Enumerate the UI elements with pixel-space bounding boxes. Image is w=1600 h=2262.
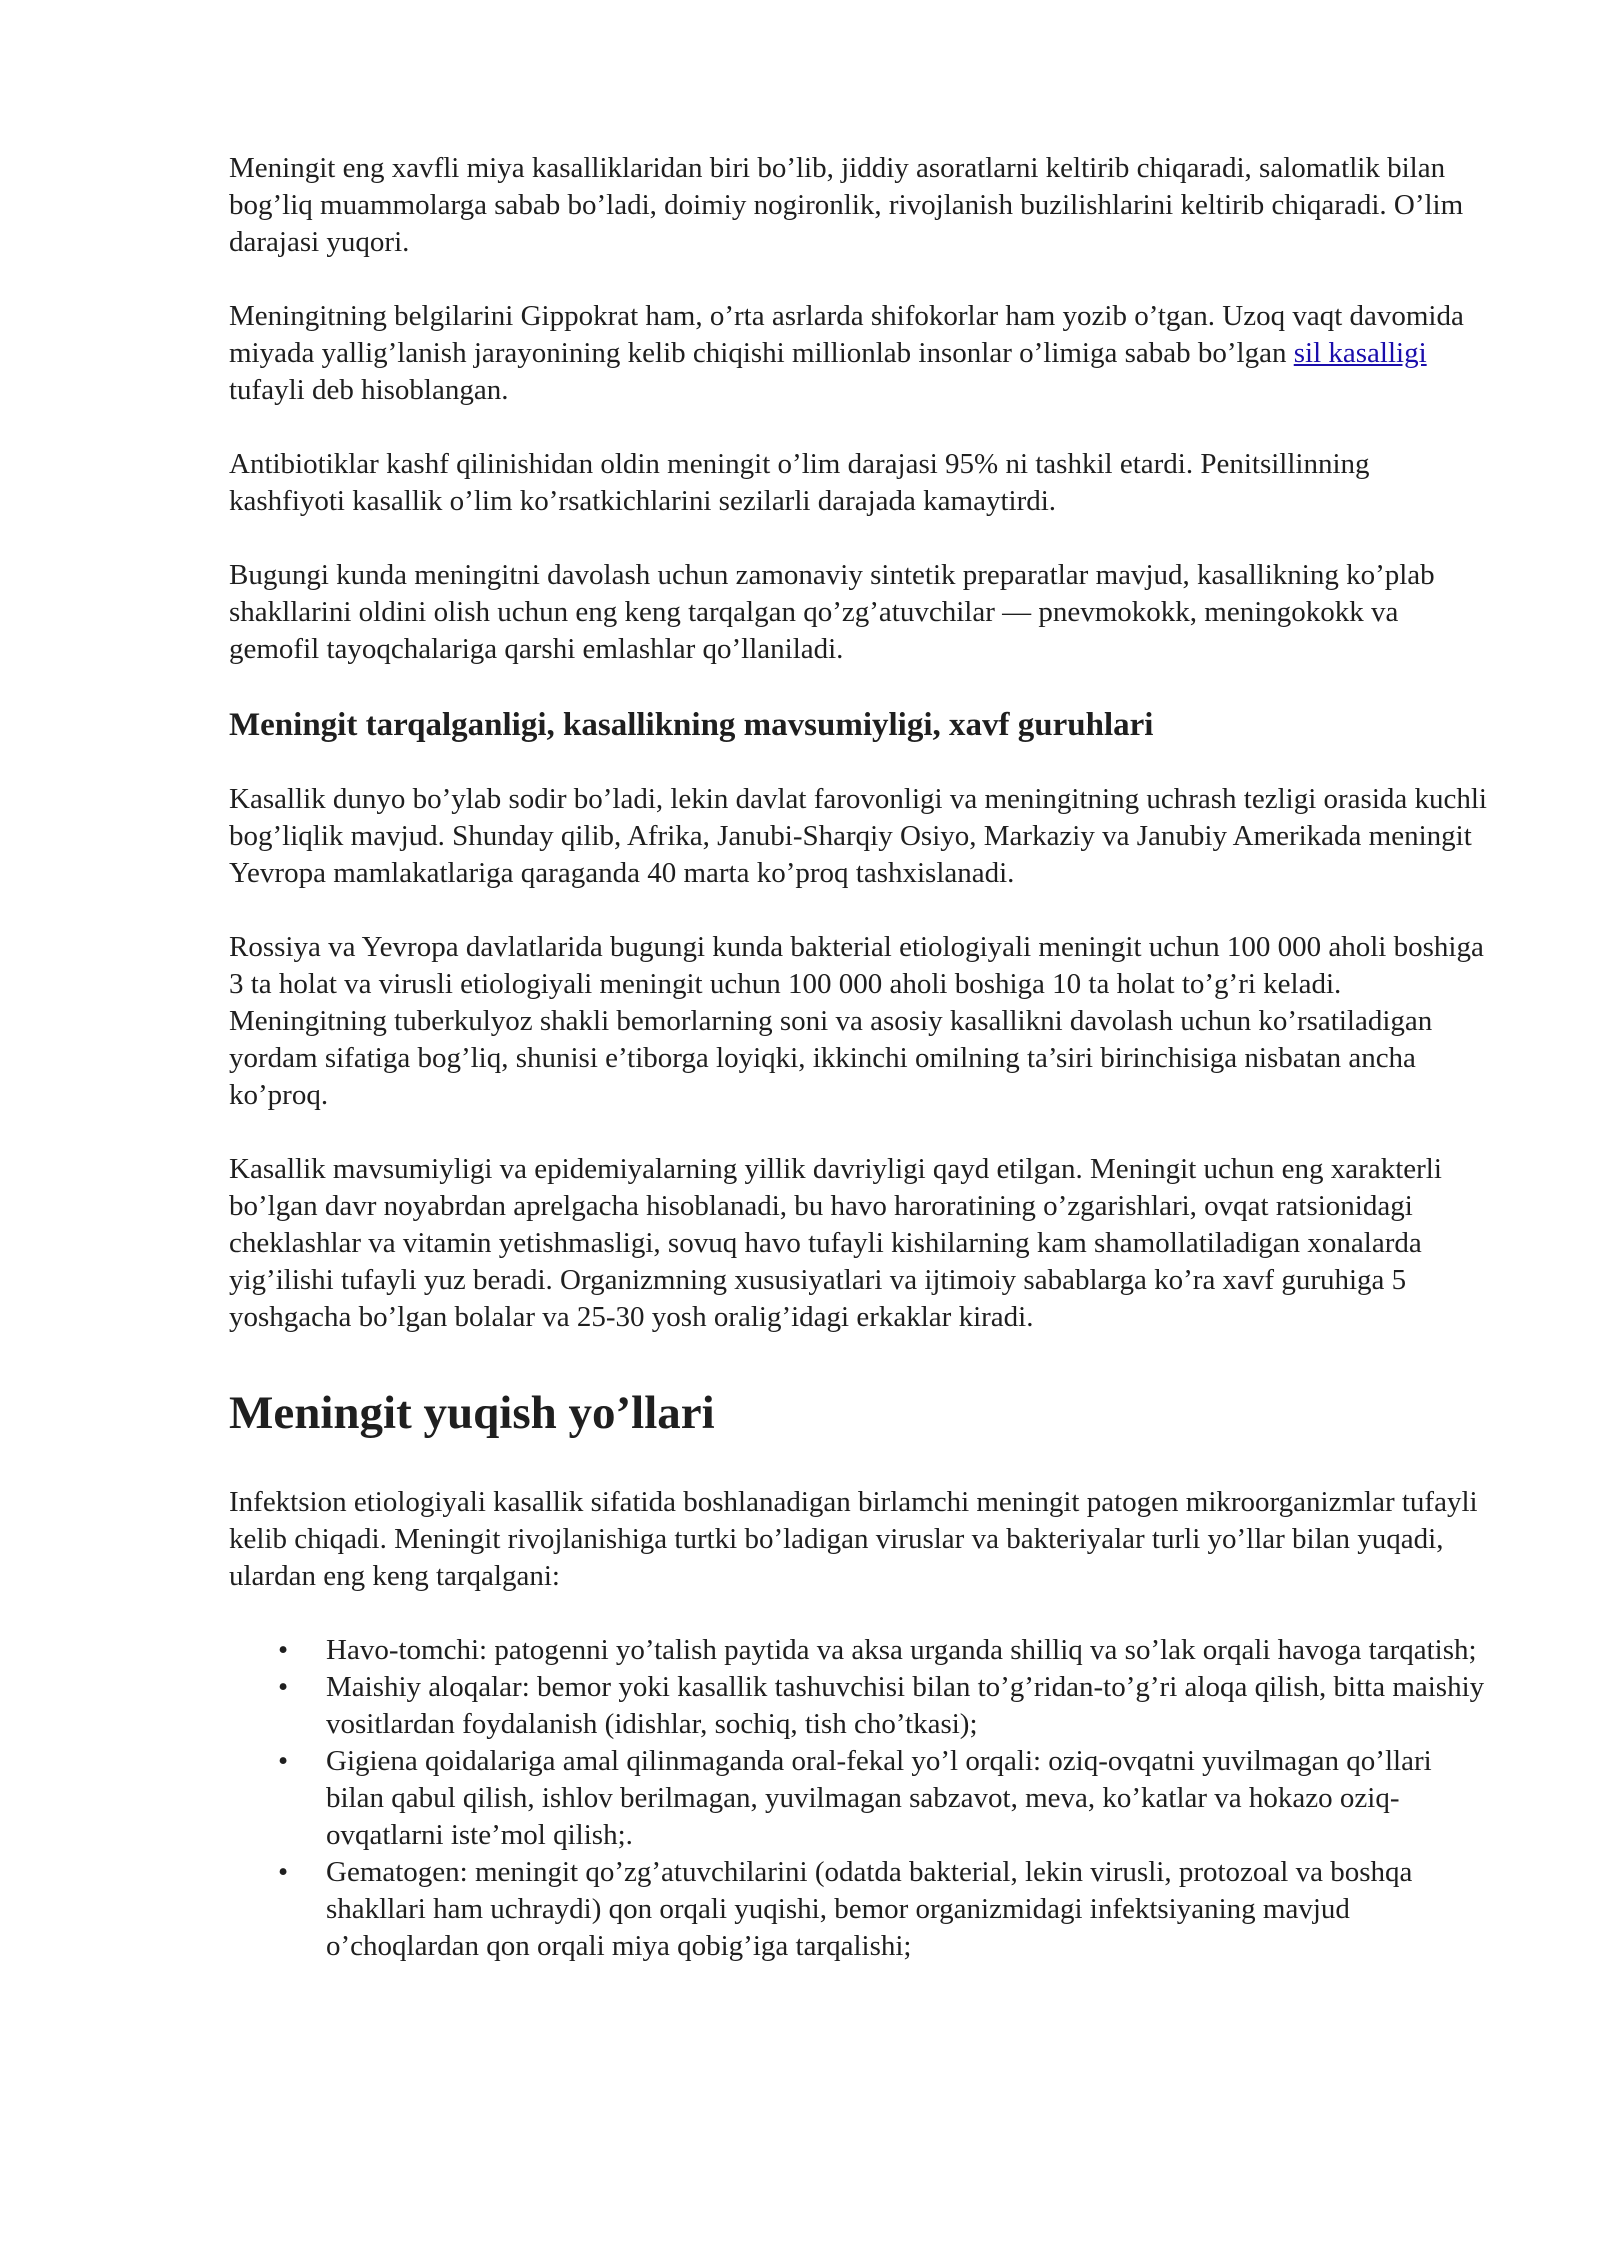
tuberculosis-link[interactable]: sil kasalligi — [1293, 337, 1427, 369]
bullet-marker: • — [278, 1634, 289, 1666]
list-item-text: Gigiena qoidalariga amal qilinmaganda oral-fekal yo’l orqali: oziq-ovqatni yuvilmagan qo’llari bilan qabul qilish, ishlov berilmagan, yuvilmagan sabzavot, meva, ko’katlar va hokazo oziq-ovqatlarni iste’mol qilish;. — [326, 1745, 1432, 1851]
transmission-heading: Meningit yuqish yo’llari — [229, 1387, 715, 1439]
history-text-end: tufayli deb hisoblangan. — [229, 374, 509, 406]
history-paragraph — [229, 298, 1489, 409]
bullet-marker: • — [278, 1856, 289, 1888]
transmission-list — [229, 1632, 1489, 1965]
history-text-start: Meningitning belgilarini Gippokrat ham, o’rta asrlarda shifokorlar ham yozib o’tgan. Uzoq vaqt davomida miyada yallig’lanish jarayonining kelib chiqishi millionlab insonlar o’limiga sabab bo’lgan — [229, 300, 1464, 369]
seasonality-paragraph: Kasallik mavsumiyligi va epidemiyalarning yillik davriyligi qayd etilgan. Meningit uchun eng xarakterli bo’lgan davr noyabrdan aprelgacha hisoblanadi, bu havo haroratining o’zgarishlari, ovqat ratsionidagi cheklashlar va vitamin yetishmasligi, sovuq havo tufayli kishilarning kam shamollatiladigan xonalarda yig’ilishi tufayli yuz beradi. Organizmning xususiyatlari va ijtimoiy sabablarga ko’ra xavf guruhiga 5 yoshgacha bo’lgan bolalar va 25-30 yosh oralig’idagi erkaklar kiradi. — [229, 1153, 1442, 1333]
list-item — [229, 1743, 1489, 1854]
incidence-paragraph: Rossiya va Yevropa davlatlarida bugungi kunda bakterial etiologiyali meningit uchun 100 000 aholi boshiga 3 ta holat va virusli etiologiyali meningit uchun 100 000 aholi boshiga 10 ta holat to’g’ri keladi. Meningitning tuberkulyoz shakli bemorlarning soni va asosiy kasallikni davolash uchun ko’rsatiladigan yordam sifatiga bog’liq, shunisi e’tiborga loyiqki, ikkinchi omilning ta’siri birinchisiga nisbatan ancha ko’proq. — [229, 931, 1484, 1111]
prevalence-paragraph: Kasallik dunyo bo’ylab sodir bo’ladi, lekin davlat farovonligi va meningitning uchrash tezligi orasida kuchli bog’liqlik mavjud. Shunday qilib, Afrika, Janubi-Sharqiy Osiyo, Markaziy va Janubiy Amerikada meningit Yevropa mamlakatlariga qaraganda 40 marta ko’proq tashxislanadi. — [229, 783, 1487, 889]
list-item-text: Gematogen: meningit qo’zg’atuvchilarini (odatda bakterial, lekin virusli, protozoal va boshqa shakllari ham uchraydi) qon orqali yuqishi, bemor organizmidagi infektsiyaning mavjud o’choqlardan qon orqali miya qobig’iga tarqalishi; — [326, 1856, 1413, 1962]
list-item — [229, 1669, 1489, 1743]
bullet-marker: • — [278, 1745, 289, 1777]
prevalence-heading: Meningit tarqalganligi, kasallikning mavsumiyligi, xavf guruhlari — [229, 707, 1154, 743]
intro-paragraph: Meningit eng xavfli miya kasalliklaridan biri bo’lib, jiddiy asoratlarni keltirib chiqaradi, salomatlik bilan bog’liq muammolarga sabab bo’ladi, doimiy nogironlik, rivojlanish buzilishlarini keltirib chiqaradi. O’lim darajasi yuqori. — [229, 152, 1464, 258]
bullet-marker: • — [278, 1671, 289, 1703]
document-page — [229, 150, 1489, 1965]
list-item — [229, 1854, 1489, 1965]
list-item — [229, 1632, 1489, 1669]
transmission-intro: Infektsion etiologiyali kasallik sifatida boshlanadigan birlamchi meningit patogen mikroorganizmlar tufayli kelib chiqadi. Meningit rivojlanishiga turtki bo’ladigan viruslar va bakteriyalar turli yo’llar bilan yuqadi, ulardan eng keng tarqalgani: — [229, 1486, 1478, 1592]
antibiotics-paragraph: Antibiotiklar kashf qilinishidan oldin meningit o’lim darajasi 95% ni tashkil etardi. Penitsillinning kashfiyoti kasallik o’lim ko’rsatkichlarini sezilarli darajada kamaytirdi. — [229, 448, 1370, 517]
list-item-text: Havo-tomchi: patogenni yo’talish paytida va aksa urganda shilliq va so’lak orqali havoga tarqatish; — [326, 1634, 1477, 1666]
treatment-paragraph: Bugungi kunda meningitni davolash uchun zamonaviy sintetik preparatlar mavjud, kasallikning ko’plab shakllarini oldini olish uchun eng keng tarqalgan qo’zg’atuvchilar — pnevmokokk, meningokokk va gemofil tayoqchalariga qarshi emlashlar qo’llaniladi. — [229, 559, 1435, 665]
list-item-text: Maishiy aloqalar: bemor yoki kasallik tashuvchisi bilan to’g’ridan-to’g’ri aloqa qilish, bitta maishiy vositlardan foydalanish (idishlar, sochiq, tish cho’tkasi); — [326, 1671, 1485, 1740]
